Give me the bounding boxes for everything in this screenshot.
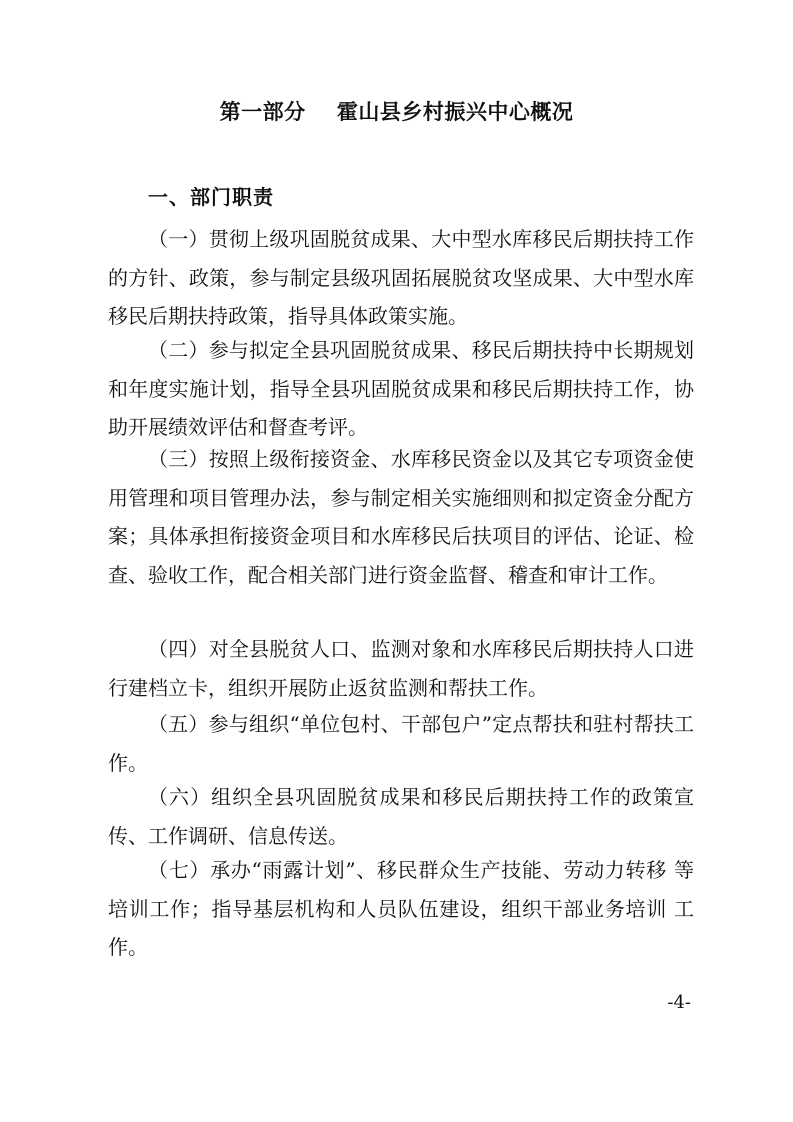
- paragraph-text: （七）承办“雨露计划”、移民群众生产技能、劳动力转移 等培训工作；指导基层机构和人员队伍建设，组织干部业务培训 工作。: [108, 858, 694, 959]
- paragraph-text: （二）参与拟定全县巩固脱贫成果、移民后期扶持中长期规划和年度实施计划，指导全县巩固脱贫成果和移民后期扶持工作，协助开展绩效评估和督查考评。: [108, 338, 694, 439]
- paragraph-text: （六）组织全县巩固脱贫成果和移民后期扶持工作的政策宣传、工作调研、信息传送。: [108, 785, 694, 848]
- paragraph-4: [108, 630, 694, 707]
- paragraph-7: [108, 851, 694, 967]
- paragraph-5: [108, 705, 694, 782]
- paragraph-text: （一）贯彻上级巩固脱贫成果、大中型水库移民后期扶持工作的方针、政策，参与制定县级巩固拓展脱贫攻坚成果、大中型水库移民后期扶持政策，指导具体政策实施。: [108, 227, 694, 328]
- paragraph-text: （五）参与组织“单位包村、干部包户”定点帮扶和驻村帮扶工作。: [108, 712, 694, 775]
- paragraph-2: [108, 331, 694, 447]
- paragraph-text: （四）对全县脱贫人口、监测对象和水库移民后期扶持人口进 行建档立卡，组织开展防止返贫监测和帮扶工作。: [108, 637, 694, 700]
- paragraph-1: [108, 220, 694, 336]
- section-heading: 一、部门职责: [148, 185, 274, 209]
- paragraph-6: [108, 778, 694, 855]
- paragraph-text: （三）按照上级衔接资金、水库移民资金以及其它专项资金使用管理和项目管理办法，参与制定相关实施细则和拟定资金分配方案；具体承担衔接资金项目和水库移民后扶项目的评估、论证、检查、验收工作，配合相关部门进行资金监督、稽查和审计工作。: [108, 447, 694, 587]
- page-number: -4-: [667, 992, 691, 1013]
- paragraph-3: [108, 440, 694, 594]
- page-title: 第一部分 霍山县乡村振兴中心概况: [219, 100, 574, 124]
